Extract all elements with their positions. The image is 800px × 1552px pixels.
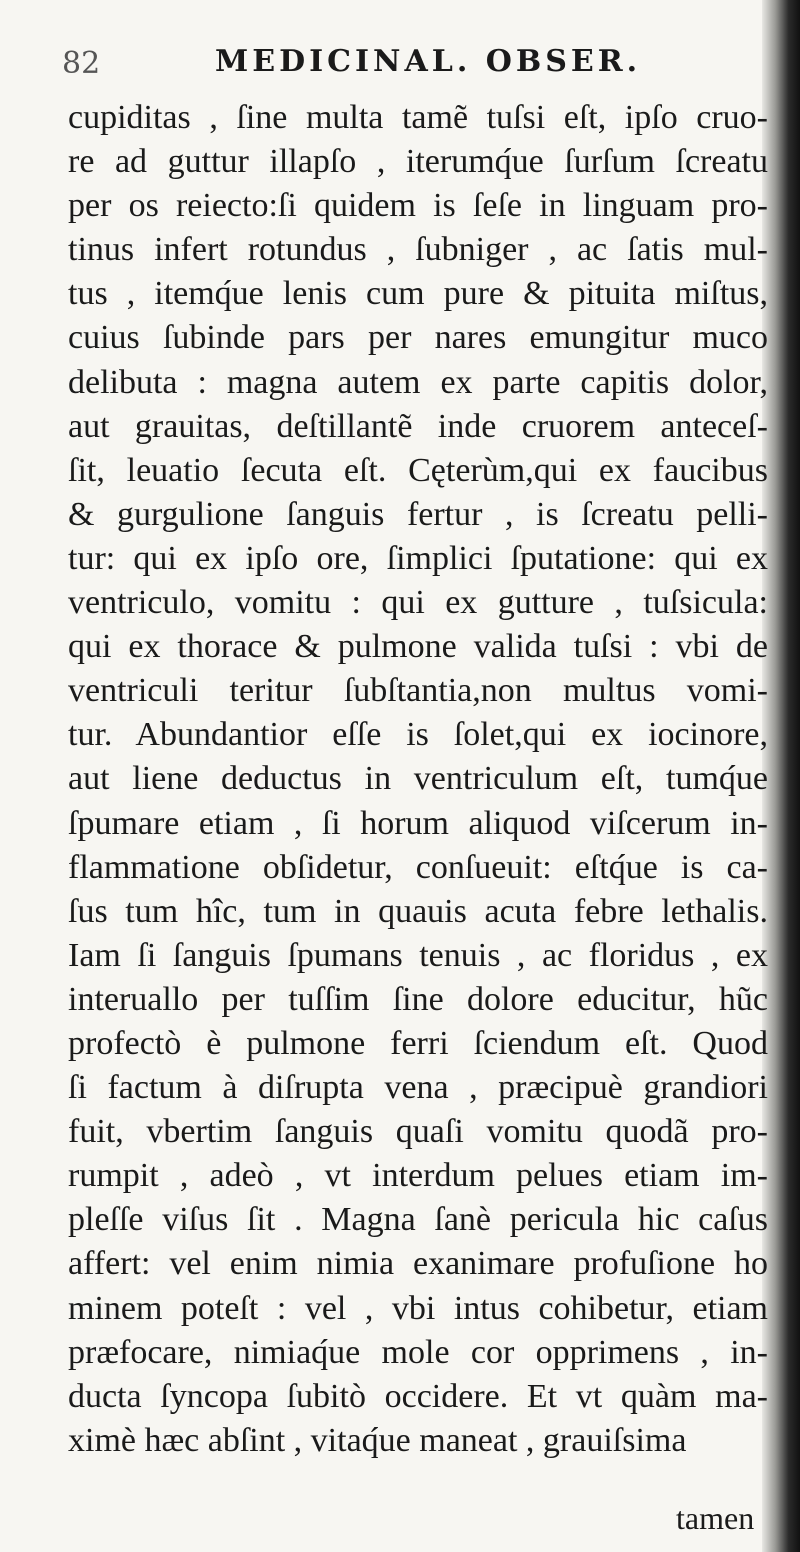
text-line: ſpumare etiam , ſi horum aliquod viſcerum in- xyxy=(68,804,768,842)
text-line: ximè hæc abſint , vitaq́ue maneat , grauiſsima xyxy=(68,1421,687,1459)
catchword: tamen xyxy=(676,1500,755,1536)
text-line: qui ex thorace & pulmone valida tuſsi : vbi de xyxy=(68,628,768,666)
text-line: aut grauitas, deſtillantẽ inde cruorem anteceſ- xyxy=(68,407,768,445)
text-line: aut liene deductus in ventriculum eſt, tumq́ue xyxy=(68,760,768,798)
text-line: præfocare, nimiaq́ue mole cor opprimens , in- xyxy=(68,1333,768,1371)
page-number: 82 xyxy=(62,46,101,81)
text-line: minem poteſt : vel , vbi intus cohibetur, etiam xyxy=(68,1289,768,1327)
text-line: tus , itemq́ue lenis cum pure & pituita miſtus, xyxy=(68,275,768,313)
text-line: ventriculo, vomitu : qui ex gutture , tuſsicula: xyxy=(68,584,768,622)
text-line: pleſſe viſus ſit . Magna ſanè pericula hic caſus xyxy=(68,1201,768,1239)
text-line: & gurgulione ſanguis fertur , is ſcreatu pelli- xyxy=(68,495,768,533)
text-line: ſus tum hîc, tum in quauis acuta febre lethalis. xyxy=(68,892,768,930)
running-head: MEDICINAL. OBSER. xyxy=(215,44,642,79)
text-line: Iam ſi ſanguis ſpumans tenuis , ac floridus , ex xyxy=(68,936,768,974)
text-line: ſit, leuatio ſecuta eſt. Cęterùm,qui ex faucibus xyxy=(68,451,768,489)
text-line: fuit, vbertim ſanguis quaſi vomitu quodã pro- xyxy=(68,1113,768,1151)
text-line: tinus infert rotundus , ſubniger , ac ſatis mul- xyxy=(68,231,768,269)
text-line: cupiditas , ſine multa tamẽ tuſsi eſt, ipſo cruo- xyxy=(68,99,768,136)
text-line: tur. Abundantior eſſe is ſolet,qui ex iocinore, xyxy=(68,716,768,754)
text-line: rumpit , adeò , vt interdum pelues etiam im- xyxy=(68,1157,768,1195)
text-line: flammatione obſidetur, conſueuit: eſtq́ue is ca- xyxy=(68,848,768,886)
text-line: per os reiecto:ſi quidem is ſeſe in linguam pro- xyxy=(68,187,768,225)
text-line: tur: qui ex ipſo ore, ſimplici ſputatione: qui ex xyxy=(68,539,768,577)
body-text xyxy=(68,96,768,1463)
text-line: delibuta : magna autem ex parte capitis dolor, xyxy=(68,363,768,401)
text-line: ventriculi teritur ſubſtantia,non multus vomi- xyxy=(68,672,768,710)
text-line: profectò è pulmone ferri ſciendum eſt. Quod xyxy=(68,1024,768,1062)
text-line: re ad guttur illapſo , iterumq́ue ſurſum ſcreatu xyxy=(68,143,768,181)
text-line: ducta ſyncopa ſubitò occidere. Et vt quàm ma- xyxy=(68,1377,768,1415)
text-line: affert: vel enim nimia exanimare profuſione ho xyxy=(68,1245,768,1283)
text-line: ſi factum à diſrupta vena , præcipuè grandiori xyxy=(68,1069,768,1107)
text-line: interuallo per tuſſim ſine dolore educitur, hũc xyxy=(68,980,768,1018)
text-line: cuius ſubinde pars per nares emungitur muco xyxy=(68,319,768,357)
